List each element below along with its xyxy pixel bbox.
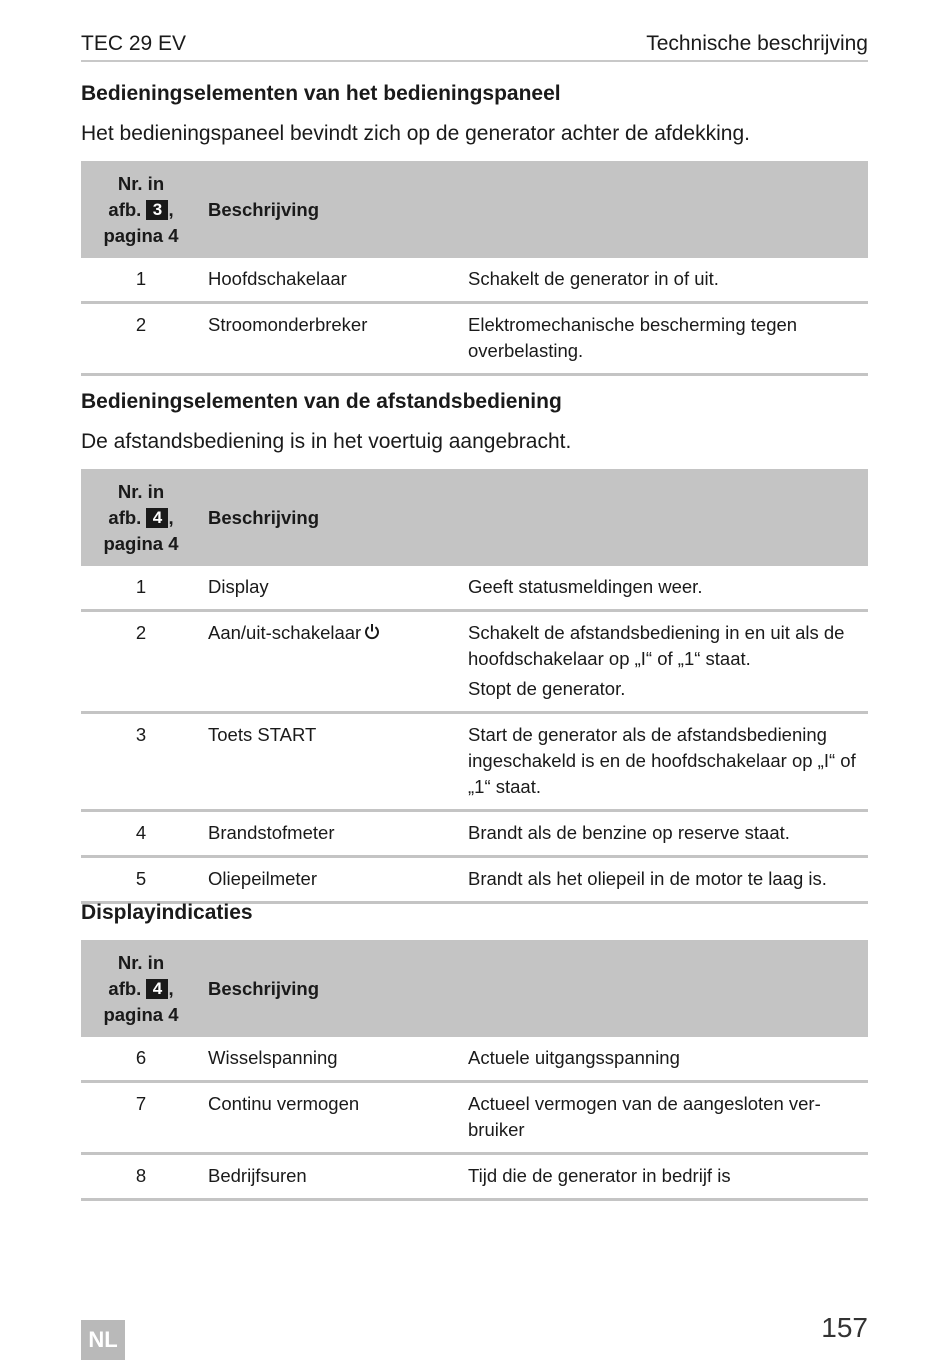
table-row: [81, 1082, 868, 1154]
controls-table: [81, 469, 868, 904]
row-description: Geeft statusmeldingen weer.: [468, 566, 868, 611]
page-number: 157: [821, 1312, 868, 1343]
row-description: Schakelt de generator in of uit.: [468, 258, 868, 303]
row-description: Tijd die de generator in bedrijf is: [468, 1154, 868, 1200]
display-table: [81, 940, 868, 1201]
row-description: Actueel vermogen van de aangesloten ver-bruiker: [468, 1082, 868, 1154]
row-name: Wisselspanning: [201, 1037, 468, 1082]
section-title: Displayindicaties: [81, 901, 253, 924]
row-number: 7: [81, 1082, 201, 1154]
table-header-row: [81, 940, 868, 1037]
section-title: Bedieningselementen van de afstandsbediening: [81, 390, 562, 413]
column-header-number: Nr. in afb. 4 , pagina 4: [103, 951, 179, 1025]
column-header-number: Nr. in afb. 4 , pagina 4: [103, 480, 179, 554]
row-name: Aan/uit-schakelaar: [201, 611, 468, 713]
table-row: [81, 566, 868, 611]
table-row: [81, 1037, 868, 1082]
row-number: 1: [81, 258, 201, 303]
column-header-number: Nr. in afb. 3 , pagina 4: [103, 172, 179, 246]
section-remote-control: [81, 387, 868, 904]
figure-reference-badge: 4: [146, 508, 168, 528]
table-header-row: [81, 469, 868, 566]
table-row: [81, 1154, 868, 1200]
row-number: 1: [81, 566, 201, 611]
row-name: Stroomonderbreker: [201, 303, 468, 375]
row-number: 2: [81, 611, 201, 713]
row-number: 5: [81, 857, 201, 903]
row-name: Brandstofmeter: [201, 811, 468, 857]
row-name: Oliepeilmeter: [201, 857, 468, 903]
row-description: Actuele uitgangsspanning: [468, 1037, 868, 1082]
row-number: 4: [81, 811, 201, 857]
column-header-description: Beschrijving: [208, 977, 320, 999]
table-row: [81, 811, 868, 857]
row-name: Display: [201, 566, 468, 611]
row-description: Elektromechanische bescherming tegen overbelasting.: [468, 303, 868, 375]
table-row: [81, 611, 868, 713]
section-intro: De afstandsbediening is in het voertuig aangebracht.: [81, 430, 572, 453]
controls-table: [81, 161, 868, 376]
table-row: [81, 713, 868, 811]
row-number: 8: [81, 1154, 201, 1200]
column-header-description: Beschrijving: [208, 198, 320, 220]
section-control-panel: [81, 79, 868, 376]
table-header-row: [81, 161, 868, 258]
table-row: [81, 258, 868, 303]
table-row: [81, 303, 868, 375]
row-name: Toets START: [201, 713, 468, 811]
section-display-indications: [81, 898, 868, 1201]
row-description: Brandt als de benzine op reserve staat.: [468, 811, 868, 857]
row-name: Bedrijfsuren: [201, 1154, 468, 1200]
row-description: Brandt als het oliepeil in de motor te laag is.: [468, 857, 868, 903]
table-row: [81, 857, 868, 903]
power-icon: [364, 623, 380, 640]
row-number: 2: [81, 303, 201, 375]
row-name: Continu vermogen: [201, 1082, 468, 1154]
row-description: Schakelt de afstandsbediening in en uit als de hoofdschakelaar op „I“ of „1“ staat. Stopt de generator.: [468, 611, 868, 713]
chapter-title: Technische beschrijving: [646, 32, 868, 55]
row-number: 6: [81, 1037, 201, 1082]
figure-reference-badge: 3: [146, 200, 168, 220]
figure-reference-badge: 4: [146, 979, 168, 999]
row-name: Hoofdschakelaar: [201, 258, 468, 303]
section-intro: Het bedieningspaneel bevindt zich op de generator achter de afdekking.: [81, 122, 750, 145]
section-title: Bedieningselementen van het bedieningspaneel: [81, 82, 561, 105]
language-badge: NL: [81, 1320, 125, 1360]
page-header: [81, 30, 868, 62]
row-description: Start de generator als de afstandsbediening ingeschakeld is en de hoofdschakelaar op „I“ of „1“ staat.: [468, 713, 868, 811]
column-header-description: Beschrijving: [208, 506, 320, 528]
product-name: TEC 29 EV: [81, 32, 187, 55]
row-number: 3: [81, 713, 201, 811]
